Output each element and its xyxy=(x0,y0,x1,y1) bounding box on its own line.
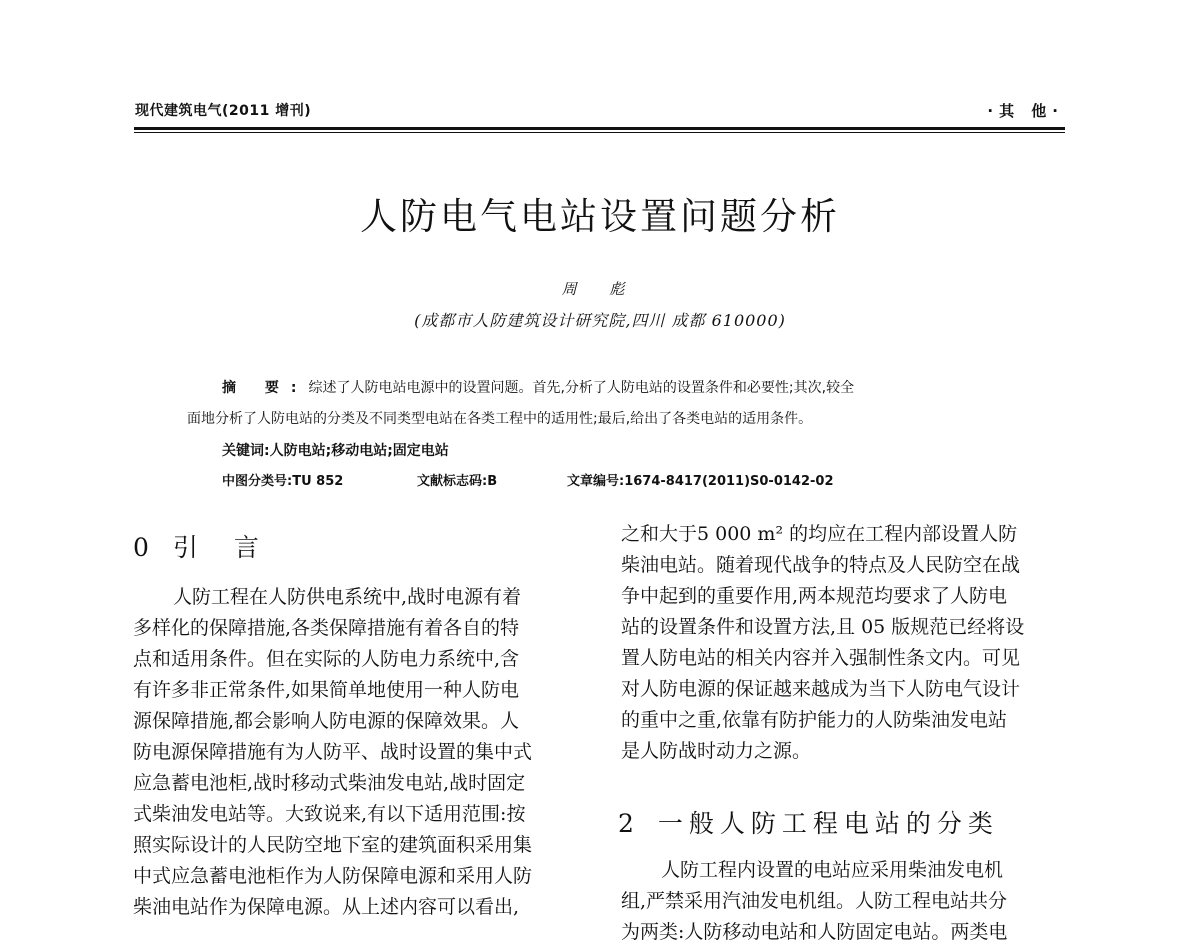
paragraph-line: 人防工程内设置的电站应采用柴油发电机 xyxy=(661,859,1004,881)
header-rule-thin xyxy=(134,132,1065,133)
journal-name: 现代建筑电气(2011 增刊) xyxy=(135,103,312,119)
header-rule xyxy=(134,127,1065,130)
abstract-line-1 xyxy=(222,377,854,397)
paragraph-line: 的重中之重,依靠有防护能力的人防柴油发电站 xyxy=(621,709,1008,731)
paragraph-line: 中式应急蓄电池柜作为人防保障电源和采用人防 xyxy=(133,865,533,887)
article-title: 人防电气电站设置问题分析 xyxy=(360,195,840,238)
paragraph-line: 照实际设计的人民防空地下室的建筑面积采用集 xyxy=(133,834,533,856)
section-2-number: 2 xyxy=(618,809,640,838)
paragraph-line: 是人防战时动力之源。 xyxy=(621,740,812,762)
section-0-number: 0 xyxy=(133,533,155,562)
classification-code: 中图分类号:TU 852 xyxy=(222,474,344,489)
paragraph-line: 站的设置条件和设置方法,且 05 版规范已经将设 xyxy=(621,616,1025,638)
abstract-line-2: 面地分析了人防电站的分类及不同类型电站在各类工程中的适用性;最后,给出了各类电站的适用条件。 xyxy=(187,411,813,427)
paragraph-line: 之和大于5 000 m² 的均应在工程内部设置人防 xyxy=(621,523,1018,545)
author: 周 彪 xyxy=(561,280,639,298)
abstract-label: 摘 要: xyxy=(222,380,309,396)
paragraph-line: 式柴油发电站等。大致说来,有以下适用范围:按 xyxy=(133,803,526,825)
section-label: ·其 他· xyxy=(987,102,1064,120)
paragraph-line: 为两类:人防移动电站和人防固定电站。两类电 xyxy=(621,921,1008,943)
section-0-heading xyxy=(133,528,273,564)
paragraph-line: 争中起到的重要作用,两本规范均要求了人防电 xyxy=(621,585,1008,607)
paragraph-line: 柴油电站。随着现代战争的特点及人民防空在战 xyxy=(621,554,1021,576)
section-2-title: 一般人防工程电站的分类 xyxy=(657,809,999,838)
paragraph-line: 组,严禁采用汽油发电机组。人防工程电站共分 xyxy=(621,890,1008,912)
paragraph-line: 柴油电站作为保障电源。从上述内容可以看出, xyxy=(133,896,520,918)
keywords-line xyxy=(222,440,449,460)
classification-line xyxy=(222,470,834,489)
paragraph-line: 防电源保障措施有为人防平、战时设置的集中式 xyxy=(133,741,533,763)
paragraph-line: 多样化的保障措施,各类保障措施有着各自的特 xyxy=(133,617,520,639)
doc-code: 文献标志码:B xyxy=(417,474,498,489)
affiliation: (成都市人防建筑设计研究院,四川 成都 610000) xyxy=(414,311,786,330)
paragraph-line: 对人防电源的保证越来越成为当下人防电气设计 xyxy=(621,678,1021,700)
paragraph-line: 源保障措施,都会影响人防电源的保障效果。人 xyxy=(133,710,520,732)
article-number: 文章编号:1674-8417(2011)S0-0142-02 xyxy=(567,474,834,489)
section-0-title: 引 言 xyxy=(172,533,273,562)
abstract-text-1: 综述了人防电站电源中的设置问题。首先,分析了人防电站的设置条件和必要性;其次,较全 xyxy=(308,380,855,396)
section-2-heading xyxy=(618,804,999,840)
paragraph-line: 点和适用条件。但在实际的人防电力系统中,含 xyxy=(133,648,520,670)
paragraph-line: 置人防电站的相关内容并入强制性条文内。可见 xyxy=(621,647,1021,669)
paragraph-line: 应急蓄电池柜,战时移动式柴油发电站,战时固定 xyxy=(133,772,526,794)
keywords-value: 人防电站;移动电站;固定电站 xyxy=(269,443,449,459)
paragraph-line: 人防工程在人防供电系统中,战时电源有着 xyxy=(173,586,522,608)
paragraph-line: 有许多非正常条件,如果简单地使用一种人防电 xyxy=(133,679,520,701)
keywords-label: 关键词: xyxy=(222,443,270,459)
